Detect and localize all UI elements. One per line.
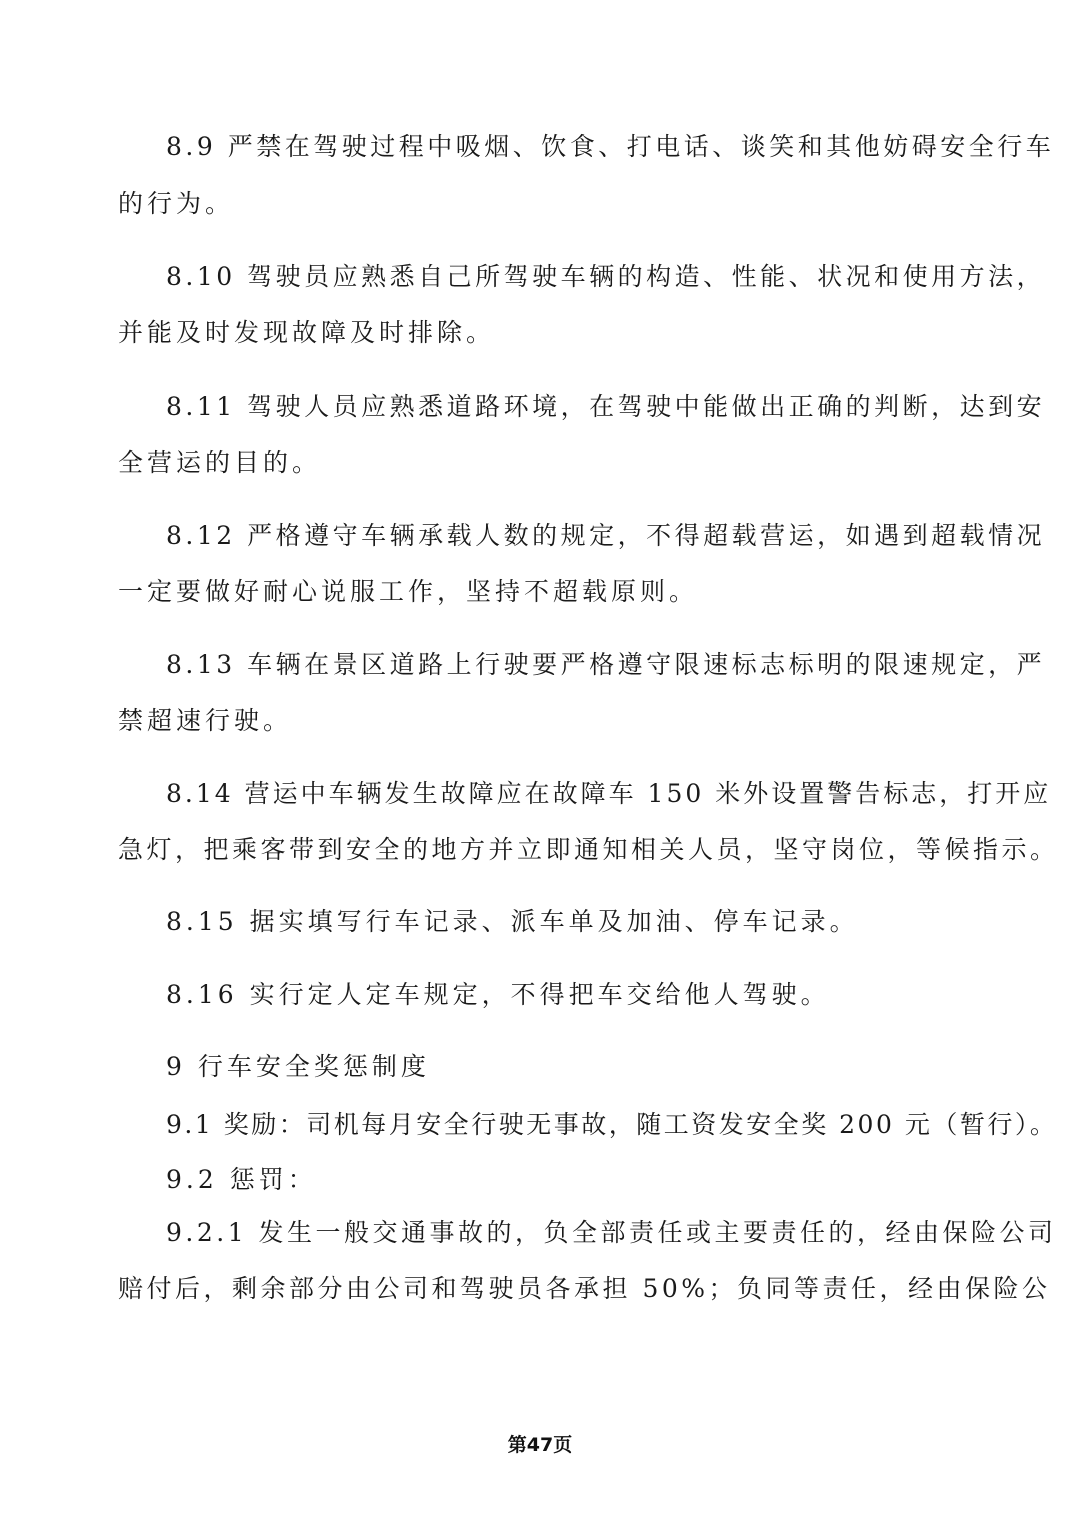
paragraph-9-2-1-line-2: 赔付后，剩余部分由公司和驾驶员各承担 50%；负同等责任，经由保险公 <box>118 1274 1051 1303</box>
paragraph-8-10-line-1: 8.10 驾驶员应熟悉自己所驾驶车辆的构造、性能、状况和使用方法， <box>166 262 1046 291</box>
paragraph-8-9-line-2: 的行为。 <box>118 189 235 218</box>
paragraph-8-14-line-1: 8.14 营运中车辆发生故障应在故障车 150 米外设置警告标志，打开应 <box>166 779 1052 808</box>
section-9-heading: 9 行车安全奖惩制度 <box>166 1052 430 1081</box>
paragraph-8-12-line-1: 8.12 严格遵守车辆承载人数的规定，不得超载营运，如遇到超载情况 <box>166 521 1046 550</box>
paragraph-8-15: 8.15 据实填写行车记录、派车单及加油、停车记录。 <box>166 907 859 936</box>
paragraph-8-10-line-2: 并能及时发现故障及时排除。 <box>118 318 496 347</box>
paragraph-9-2: 9.2 惩罚： <box>166 1165 317 1194</box>
paragraph-8-14-line-2: 急灯，把乘客带到安全的地方并立即通知相关人员，坚守岗位，等候指示。 <box>118 835 1059 864</box>
paragraph-8-13-line-2: 禁超速行驶。 <box>118 706 293 735</box>
paragraph-9-2-1-line-1: 9.2.1 发生一般交通事故的，负全部责任或主要责任的，经由保险公司 <box>166 1218 1057 1247</box>
page-number: 第47页 <box>507 1434 573 1456</box>
paragraph-8-13-line-1: 8.13 车辆在景区道路上行驶要严格遵守限速标志标明的限速规定，严 <box>166 650 1046 679</box>
paragraph-8-9-line-1: 8.9 严禁在驾驶过程中吸烟、饮食、打电话、谈笑和其他妨碍安全行车 <box>166 132 1055 161</box>
paragraph-8-11-line-2: 全营运的目的。 <box>118 448 322 477</box>
paragraph-8-11-line-1: 8.11 驾驶人员应熟悉道路环境，在驾驶中能做出正确的判断，达到安 <box>166 392 1046 421</box>
paragraph-8-16: 8.16 实行定人定车规定，不得把车交给他人驾驶。 <box>166 980 830 1009</box>
paragraph-8-12-line-2: 一定要做好耐心说服工作，坚持不超载原则。 <box>118 577 699 606</box>
paragraph-9-1: 9.1 奖励：司机每月安全行驶无事故，随工资发安全奖 200 元（暂行）。 <box>166 1110 1058 1139</box>
